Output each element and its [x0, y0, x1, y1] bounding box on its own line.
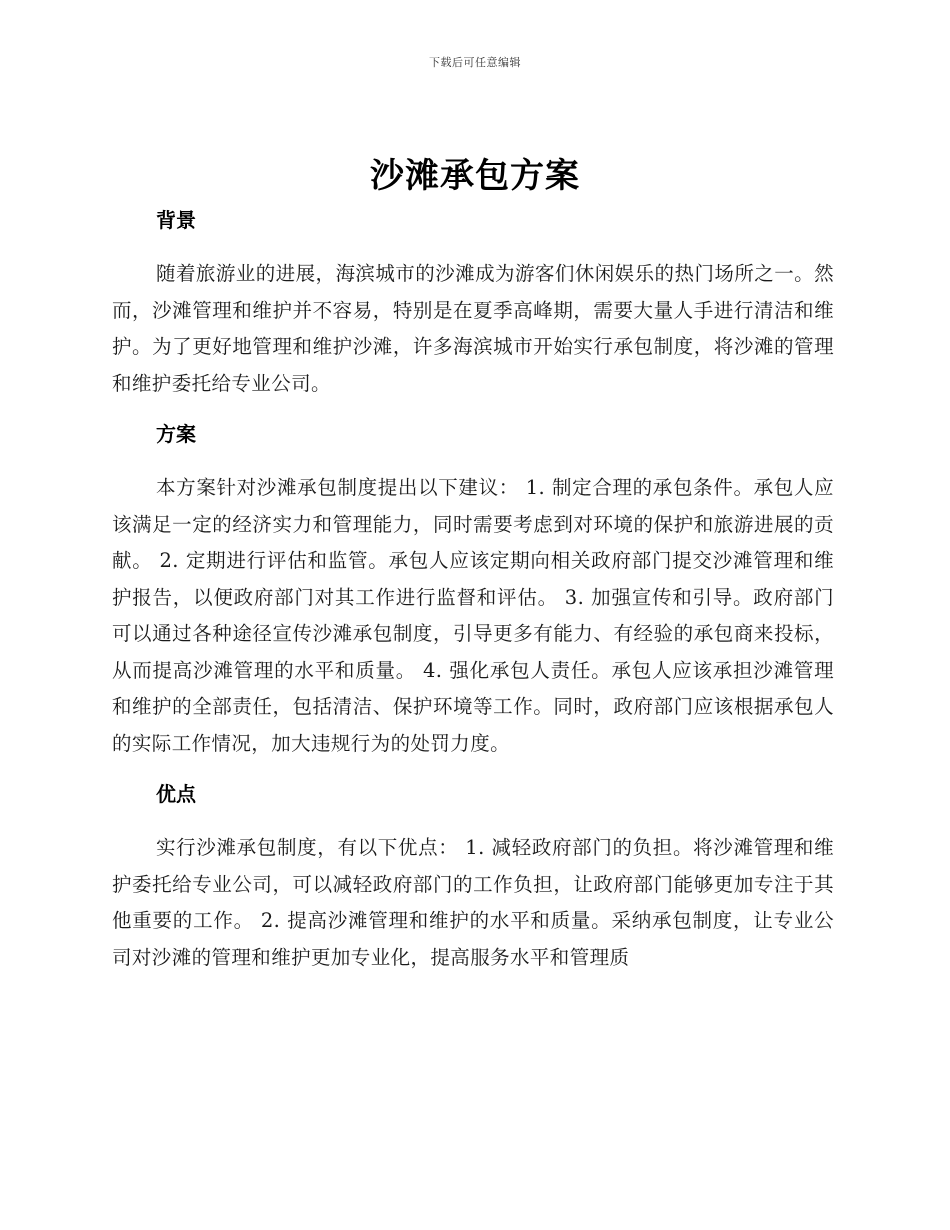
section-paragraph: 随着旅游业的进展，海滨城市的沙滩成为游客们休闲娱乐的热门场所之一。然而，沙滩管理和维护并不容易，特别是在夏季高峰期，需要大量人手进行清洁和维护。为了更好地管理和维护沙滩，许多海滨城市开始实行承包制度，将沙滩的管理和维护委托给专业公司。	[112, 262, 834, 395]
section-background	[112, 202, 834, 402]
document-title: 沙滩承包方案	[370, 156, 580, 196]
section-heading: 方案	[156, 422, 196, 446]
header-note: 下载后可任意编辑	[429, 56, 521, 69]
section-paragraph: 实行沙滩承包制度，有以下优点： 1. 减轻政府部门的负担。将沙滩管理和维护委托给专业公司，可以减轻政府部门的工作负担，让政府部门能够更加专注于其他重要的工作。 2. 提高沙滩管理和维护的水平和质量。采纳承包制度，让专业公司对沙滩的管理和维护更加专业化，提高服务水平和管理质	[112, 836, 834, 969]
section-plan	[112, 416, 834, 762]
section-paragraph: 本方案针对沙滩承包制度提出以下建议： 1. 制定合理的承包条件。承包人应该满足一定的经济实力和管理能力，同时需要考虑到对环境的保护和旅游进展的贡献。 2. 定期进行评估和监管。承包人应该定期向相关政府部门提交沙滩管理和维护报告，以便政府部门对其工作进行监督和评估。 3. 加强宣传和引导。政府部门可以通过各种途径宣传沙滩承包制度，引导更多有能力、有经验的承包商来投标，从而提高沙滩管理的水平和质量。 4. 强化承包人责任。承包人应该承担沙滩管理和维护的全部责任，包括清洁、保护环境等工作。同时，政府部门应该根据承包人的实际工作情况，加大违规行为的处罚力度。	[112, 476, 834, 755]
section-advantages	[112, 776, 834, 976]
section-heading: 背景	[156, 208, 196, 232]
section-heading: 优点	[156, 782, 196, 806]
document-body	[112, 202, 834, 990]
